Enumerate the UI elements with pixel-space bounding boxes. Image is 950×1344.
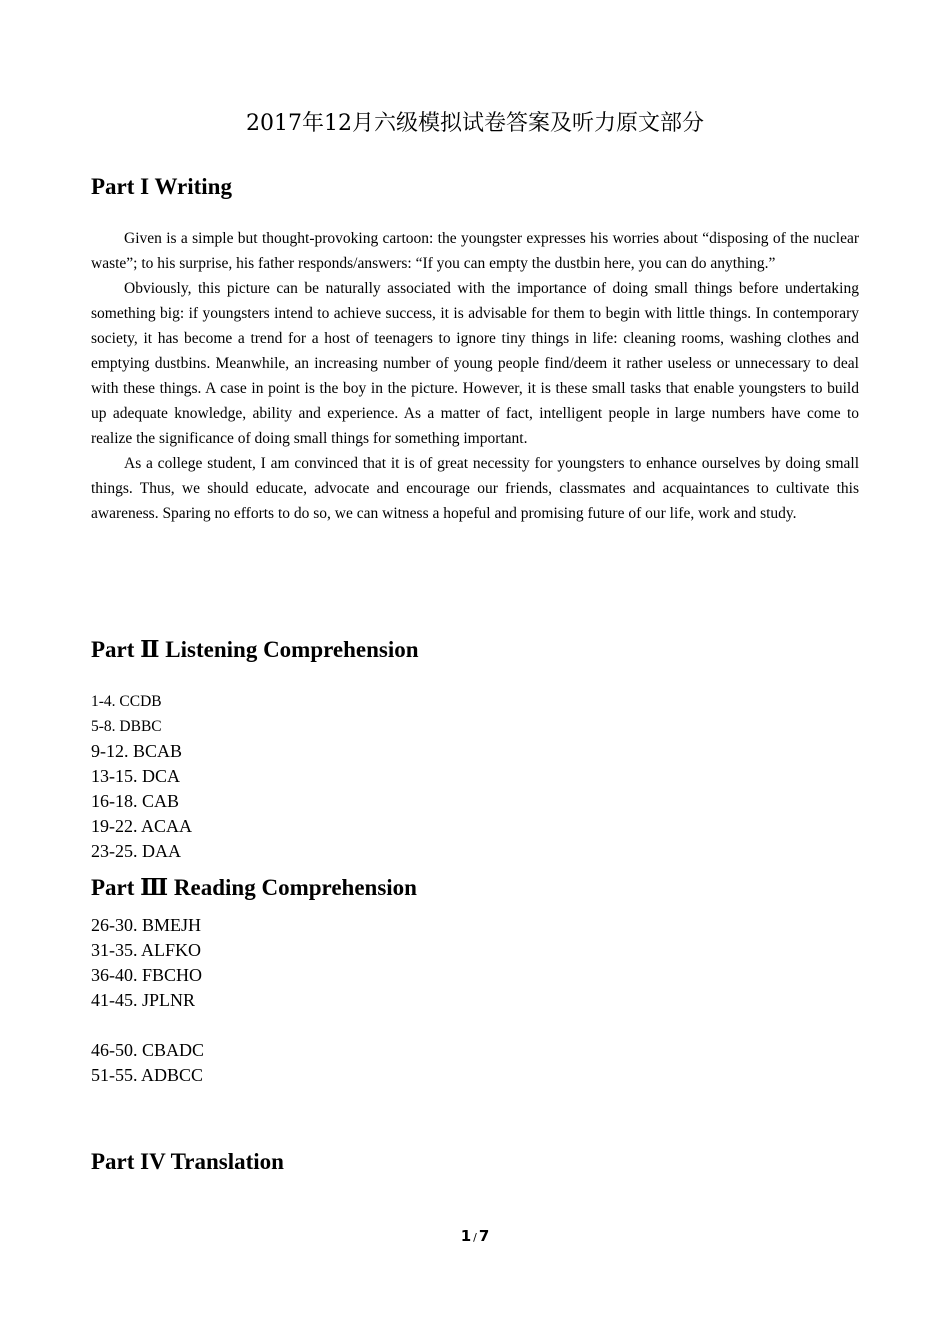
answer-line: 16-18. CAB — [91, 791, 180, 811]
answer-line: 13-15. DCA — [91, 766, 180, 786]
answer-line: 51-55. ADBCC — [91, 1065, 204, 1085]
blank-line — [91, 1013, 204, 1038]
essay-paragraph-2: Obviously, this picture can be naturally associated with the importance of doing small things before undertaking something big: if youngsters intend to achieve success, it is advisable for them to begin with little things. In contemporary society, it has become a trend for a host of teenagers to ignore tiny things in life: cleaning rooms, washing clothes and emptying dustbins. Meanwhile, an increasing number of young people find/deem it rather useless or unnecessary to deal with these things. A case in point is the boy in the picture. However, it is these small tasks that enable youngsters to build up adequate knowledge, ability and experience. As a matter of fact, intelligent people in large numbers have come to realize the significance of doing small things for something important. — [91, 280, 859, 447]
reading-answers — [91, 913, 204, 1088]
answer-line: 26-30. BMEJH — [91, 915, 202, 935]
listening-answers-small — [91, 689, 162, 739]
part3-heading: Part Ⅲ Reading Comprehension — [91, 875, 417, 900]
answer-line: 36-40. FBCHO — [91, 965, 203, 985]
answer-line: 9-12. BCAB — [91, 741, 183, 761]
answer-line: 46-50. CBADC — [91, 1040, 205, 1060]
answer-line: 23-25. DAA — [91, 841, 181, 861]
essay-paragraph-1: Given is a simple but thought-provoking cartoon: the youngster expresses his worries about “disposing of the nuclear waste”; to his surprise, his father responds/answers: “If you can empty the dustbin here, you can do anything.” — [91, 230, 859, 272]
answer-line: 1-4. CCDB — [91, 693, 162, 710]
part2-heading: Part Ⅱ Listening Comprehension — [91, 637, 419, 662]
page-footer — [0, 1226, 950, 1248]
answer-line: 41-45. JPLNR — [91, 990, 196, 1010]
page-number-total: 7 — [478, 1227, 490, 1245]
essay-paragraph-3: As a college student, I am convinced that it is of great necessity for youngsters to enhance ourselves by doing small things. Thus, we should educate, advocate and encourage our friends, classmates and acquaintances to cultivate this awareness. Sparing no efforts to do so, we can witness a hopeful and promising future of our life, work and study. — [91, 455, 859, 522]
writing-essay — [91, 226, 859, 526]
answer-line: 19-22. ACAA — [91, 816, 193, 836]
page-number-separator: / — [473, 1231, 477, 1244]
page-number-current: 1 — [460, 1227, 472, 1245]
part1-heading: Part I Writing — [91, 174, 232, 199]
part4-heading: Part IV Translation — [91, 1149, 284, 1174]
listening-answers — [91, 739, 192, 864]
document-title: 2017年12月六级模拟试卷答案及听力原文部分 — [246, 111, 704, 136]
answer-line: 31-35. ALFKO — [91, 940, 202, 960]
answer-line: 5-8. DBBC — [91, 718, 162, 735]
